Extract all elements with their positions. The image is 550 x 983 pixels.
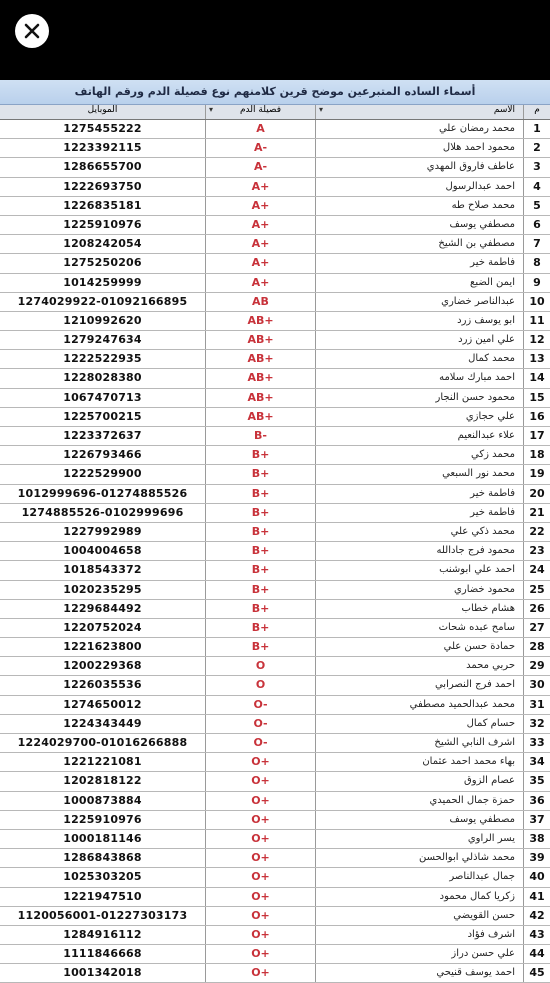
table-row xyxy=(0,274,550,293)
blood-type-cell: O- xyxy=(206,696,316,714)
name-cell: احمد فرج النصرابي xyxy=(316,676,524,694)
table-header xyxy=(0,105,550,120)
blood-type-cell: A+ xyxy=(206,216,316,234)
table-row xyxy=(0,235,550,254)
table-row xyxy=(0,945,550,964)
mobile-cell: 1208242054 xyxy=(0,235,206,253)
row-number-cell: 29 xyxy=(529,659,545,673)
blood-type-cell: O- xyxy=(206,734,316,752)
mobile-cell: 1274029922-01092166895 xyxy=(0,293,206,311)
blood-type-cell: AB+ xyxy=(206,369,316,387)
table-row xyxy=(0,446,550,465)
table-row xyxy=(0,926,550,945)
row-number-cell: 15 xyxy=(529,390,545,404)
name-cell: محمود حسن النجار xyxy=(316,389,524,407)
table-row xyxy=(0,638,550,657)
close-icon xyxy=(24,23,40,39)
name-cell: اشرف النابي الشيخ xyxy=(316,734,524,752)
table-row xyxy=(0,523,550,542)
row-number-cell: 35 xyxy=(529,774,545,788)
blood-type-cell: AB+ xyxy=(206,312,316,330)
name-cell: محمد نور السبعي xyxy=(316,465,524,483)
mobile-cell: 1286843868 xyxy=(0,849,206,867)
name-cell: فاطمة خير xyxy=(316,485,524,503)
table-row xyxy=(0,619,550,638)
table-row xyxy=(0,312,550,331)
table-row xyxy=(0,158,550,177)
blood-type-cell: O+ xyxy=(206,849,316,867)
table-row xyxy=(0,561,550,580)
table-row xyxy=(0,465,550,484)
mobile-cell: 1225700215 xyxy=(0,408,206,426)
table-row xyxy=(0,331,550,350)
mobile-cell: 1225910976 xyxy=(0,216,206,234)
name-cell: محمد زكي xyxy=(316,446,524,464)
mobile-cell: 1210992620 xyxy=(0,312,206,330)
row-number-cell: 3 xyxy=(533,160,541,174)
name-cell: ايمن الضبع xyxy=(316,274,524,292)
row-number-cell: 39 xyxy=(529,851,545,865)
name-cell: علاء عبدالنعيم xyxy=(316,427,524,445)
table-row xyxy=(0,734,550,753)
row-number-cell: 12 xyxy=(529,333,545,347)
blood-type-cell: B+ xyxy=(206,446,316,464)
blood-type-cell: B+ xyxy=(206,465,316,483)
table-row xyxy=(0,178,550,197)
mobile-cell: 1014259999 xyxy=(0,274,206,292)
name-cell: محمد كمال xyxy=(316,350,524,368)
table-row xyxy=(0,139,550,158)
name-cell: حسن القويضي xyxy=(316,907,524,925)
name-cell: مصطفي يوسف xyxy=(316,216,524,234)
row-number-cell: 27 xyxy=(529,620,545,634)
name-cell: ابو يوسف زرد xyxy=(316,312,524,330)
mobile-cell: 1227992989 xyxy=(0,523,206,541)
mobile-cell: 1229684492 xyxy=(0,600,206,618)
row-number-cell: 16 xyxy=(529,409,545,423)
blood-type-cell: AB+ xyxy=(206,350,316,368)
name-cell: اشرف فؤاد xyxy=(316,926,524,944)
name-cell: عصام الزوق xyxy=(316,772,524,790)
row-number-cell: 2 xyxy=(533,141,541,155)
row-number-cell: 26 xyxy=(529,601,545,615)
mobile-cell: 1200229368 xyxy=(0,657,206,675)
name-cell: مصطفي يوسف xyxy=(316,811,524,829)
name-cell: هشام خطاب xyxy=(316,600,524,618)
name-cell: محمد صلاح طه xyxy=(316,197,524,215)
blood-type-cell: O+ xyxy=(206,830,316,848)
name-cell: محمد عبدالحميد مصطفي xyxy=(316,696,524,714)
blood-type-cell: A+ xyxy=(206,235,316,253)
header-name: ▾ الاسم xyxy=(316,105,524,119)
blood-type-cell: O xyxy=(206,676,316,694)
mobile-cell: 1018543372 xyxy=(0,561,206,579)
blood-type-cell: O+ xyxy=(206,907,316,925)
table-row xyxy=(0,216,550,235)
name-cell: سامح عبده شحات xyxy=(316,619,524,637)
table-row xyxy=(0,753,550,772)
row-number-cell: 38 xyxy=(529,831,545,845)
table-row xyxy=(0,907,550,926)
name-cell: محمود فرج جادالله xyxy=(316,542,524,560)
blood-type-cell: B+ xyxy=(206,504,316,522)
table-row xyxy=(0,868,550,887)
blood-type-cell: A- xyxy=(206,158,316,176)
table-row xyxy=(0,427,550,446)
header-number: م xyxy=(534,105,540,115)
mobile-cell: 1275250206 xyxy=(0,254,206,272)
row-number-cell: 9 xyxy=(533,275,541,289)
blood-type-cell: AB+ xyxy=(206,408,316,426)
name-cell: احمد يوسف قنيحي xyxy=(316,964,524,982)
name-cell: حمادة حسن علي xyxy=(316,638,524,656)
table-row xyxy=(0,542,550,561)
row-number-cell: 36 xyxy=(529,793,545,807)
row-number-cell: 6 xyxy=(533,217,541,231)
row-number-cell: 4 xyxy=(533,179,541,193)
name-cell: فاطمة خير xyxy=(316,504,524,522)
name-cell: زكريا كمال محمود xyxy=(316,888,524,906)
mobile-cell: 1224029700-01016266888 xyxy=(0,734,206,752)
blood-type-cell: A+ xyxy=(206,197,316,215)
table-row xyxy=(0,715,550,734)
table-row xyxy=(0,811,550,830)
mobile-cell: 1225910976 xyxy=(0,811,206,829)
row-number-cell: 42 xyxy=(529,908,545,922)
blood-type-cell: B+ xyxy=(206,523,316,541)
mobile-cell: 1223392115 xyxy=(0,139,206,157)
name-cell: محمد ذكي علي xyxy=(316,523,524,541)
blood-type-cell: B+ xyxy=(206,600,316,618)
mobile-cell: 1274885526-0102999696 xyxy=(0,504,206,522)
name-cell: محمود خضاري xyxy=(316,581,524,599)
mobile-cell: 1221947510 xyxy=(0,888,206,906)
mobile-cell: 1224343449 xyxy=(0,715,206,733)
row-number-cell: 37 xyxy=(529,812,545,826)
name-cell: علي حسن دراز xyxy=(316,945,524,963)
name-cell: بهاء محمد احمد عثمان xyxy=(316,753,524,771)
close-button[interactable] xyxy=(15,14,49,48)
sheet-title: أسماء الساده المتبرعين موضح قرين كلامنهم نوع فصيلة الدم ورقم الهاتف xyxy=(0,80,550,105)
table-row xyxy=(0,849,550,868)
name-cell: محمد شاذلي ابوالحسن xyxy=(316,849,524,867)
table-row xyxy=(0,600,550,619)
mobile-cell: 1202818122 xyxy=(0,772,206,790)
row-number-cell: 30 xyxy=(529,678,545,692)
row-number-cell: 20 xyxy=(529,486,545,500)
blood-type-cell: O+ xyxy=(206,772,316,790)
blood-type-cell: B+ xyxy=(206,542,316,560)
name-cell: حسام كمال xyxy=(316,715,524,733)
row-number-cell: 19 xyxy=(529,467,545,481)
row-number-cell: 7 xyxy=(533,237,541,251)
table-row xyxy=(0,581,550,600)
table-row xyxy=(0,830,550,849)
row-number-cell: 11 xyxy=(529,313,545,327)
row-number-cell: 43 xyxy=(529,927,545,941)
row-number-cell: 10 xyxy=(529,294,545,308)
name-cell: احمد عبدالرسول xyxy=(316,178,524,196)
mobile-cell: 1286655700 xyxy=(0,158,206,176)
row-number-cell: 33 xyxy=(529,736,545,749)
spreadsheet-image xyxy=(0,80,550,980)
name-cell: عبدالناصر خضاري xyxy=(316,293,524,311)
mobile-cell: 1120056001-01227303173 xyxy=(0,907,206,925)
blood-type-cell: O- xyxy=(206,715,316,733)
mobile-cell: 1001342018 xyxy=(0,964,206,982)
mobile-cell: 1020235295 xyxy=(0,581,206,599)
table-row xyxy=(0,369,550,388)
table-row xyxy=(0,964,550,983)
table-row xyxy=(0,657,550,676)
table-body xyxy=(0,120,550,983)
mobile-cell: 1284916112 xyxy=(0,926,206,944)
mobile-cell: 1222522935 xyxy=(0,350,206,368)
row-number-cell: 22 xyxy=(529,524,545,538)
row-number-cell: 18 xyxy=(529,448,545,462)
header-mobile: الموبايل xyxy=(0,105,206,119)
blood-type-cell: B+ xyxy=(206,638,316,656)
mobile-cell: 1222529900 xyxy=(0,465,206,483)
table-row xyxy=(0,888,550,907)
mobile-cell: 1226835181 xyxy=(0,197,206,215)
mobile-cell: 1220752024 xyxy=(0,619,206,637)
header-blood-type: ▾ فصيلة الدم xyxy=(206,105,316,119)
blood-type-cell: B+ xyxy=(206,485,316,503)
blood-type-cell: A+ xyxy=(206,178,316,196)
mobile-cell: 1025303205 xyxy=(0,868,206,886)
table-row xyxy=(0,389,550,408)
table-row xyxy=(0,676,550,695)
row-number-cell: 8 xyxy=(533,256,541,270)
mobile-cell: 1223372637 xyxy=(0,427,206,445)
mobile-cell: 1275455222 xyxy=(0,120,206,138)
table-row xyxy=(0,772,550,791)
blood-type-cell: B+ xyxy=(206,619,316,637)
mobile-cell: 1111846668 xyxy=(0,945,206,963)
blood-type-cell: O+ xyxy=(206,792,316,810)
blood-type-cell: O+ xyxy=(206,753,316,771)
mobile-cell: 1279247634 xyxy=(0,331,206,349)
row-number-cell: 32 xyxy=(529,716,545,730)
name-cell: فاطمة خير xyxy=(316,254,524,272)
table-row xyxy=(0,504,550,523)
mobile-cell: 1000873884 xyxy=(0,792,206,810)
blood-type-cell: O xyxy=(206,657,316,675)
mobile-cell: 1012999696-01274885526 xyxy=(0,485,206,503)
blood-type-cell: O+ xyxy=(206,868,316,886)
row-number-cell: 13 xyxy=(529,352,545,366)
table-row xyxy=(0,293,550,312)
table-row xyxy=(0,485,550,504)
blood-type-cell: A+ xyxy=(206,254,316,272)
table-row xyxy=(0,350,550,369)
name-cell: علي امين زرد xyxy=(316,331,524,349)
row-number-cell: 23 xyxy=(529,544,545,558)
mobile-cell: 1221623800 xyxy=(0,638,206,656)
name-cell: حربي محمد xyxy=(316,657,524,675)
name-cell: عاطف فاروق المهدي xyxy=(316,158,524,176)
blood-type-cell: A- xyxy=(206,139,316,157)
row-number-cell: 5 xyxy=(533,198,541,212)
blood-type-cell: A xyxy=(206,120,316,138)
blood-type-cell: O+ xyxy=(206,964,316,982)
mobile-cell: 1226793466 xyxy=(0,446,206,464)
row-number-cell: 14 xyxy=(529,371,545,385)
row-number-cell: 24 xyxy=(529,563,545,577)
blood-type-cell: A+ xyxy=(206,274,316,292)
row-number-cell: 25 xyxy=(529,582,545,596)
mobile-cell: 1000181146 xyxy=(0,830,206,848)
name-cell: محمود احمد هلال xyxy=(316,139,524,157)
name-cell: مصطفي بن الشيخ xyxy=(316,235,524,253)
row-number-cell: 17 xyxy=(529,429,545,442)
row-number-cell: 28 xyxy=(529,640,545,654)
row-number-cell: 1 xyxy=(533,122,541,135)
name-cell: احمد علي ابوشنب xyxy=(316,561,524,579)
name-cell: علي حجازي xyxy=(316,408,524,426)
blood-type-cell: B+ xyxy=(206,561,316,579)
mobile-cell: 1222693750 xyxy=(0,178,206,196)
blood-type-cell: AB xyxy=(206,293,316,311)
blood-type-cell: AB+ xyxy=(206,331,316,349)
table-row xyxy=(0,696,550,715)
mobile-cell: 1067470713 xyxy=(0,389,206,407)
row-number-cell: 40 xyxy=(529,870,545,884)
row-number-cell: 34 xyxy=(529,755,545,769)
row-number-cell: 41 xyxy=(529,889,545,903)
table-row xyxy=(0,120,550,139)
name-cell: حمزة جمال الحميدي xyxy=(316,792,524,810)
blood-type-cell: O+ xyxy=(206,811,316,829)
blood-type-cell: O+ xyxy=(206,888,316,906)
mobile-cell: 1221221081 xyxy=(0,753,206,771)
blood-type-cell: B- xyxy=(206,427,316,445)
blood-type-cell: O+ xyxy=(206,945,316,963)
name-cell: جمال عبدالناصر xyxy=(316,868,524,886)
row-number-cell: 31 xyxy=(529,697,545,711)
name-cell: يسر الراوي xyxy=(316,830,524,848)
mobile-cell: 1004004658 xyxy=(0,542,206,560)
name-cell: محمد رمضان علي xyxy=(316,120,524,138)
mobile-cell: 1226035536 xyxy=(0,676,206,694)
row-number-cell: 44 xyxy=(529,947,545,961)
row-number-cell: 21 xyxy=(529,505,545,519)
name-cell: احمد مبارك سلامه xyxy=(316,369,524,387)
blood-type-cell: B+ xyxy=(206,581,316,599)
table-row xyxy=(0,792,550,811)
mobile-cell: 1228028380 xyxy=(0,369,206,387)
blood-type-cell: O+ xyxy=(206,926,316,944)
table-row xyxy=(0,408,550,427)
blood-type-cell: AB+ xyxy=(206,389,316,407)
table-row xyxy=(0,197,550,216)
mobile-cell: 1274650012 xyxy=(0,696,206,714)
table-row xyxy=(0,254,550,273)
row-number-cell: 45 xyxy=(529,966,545,980)
